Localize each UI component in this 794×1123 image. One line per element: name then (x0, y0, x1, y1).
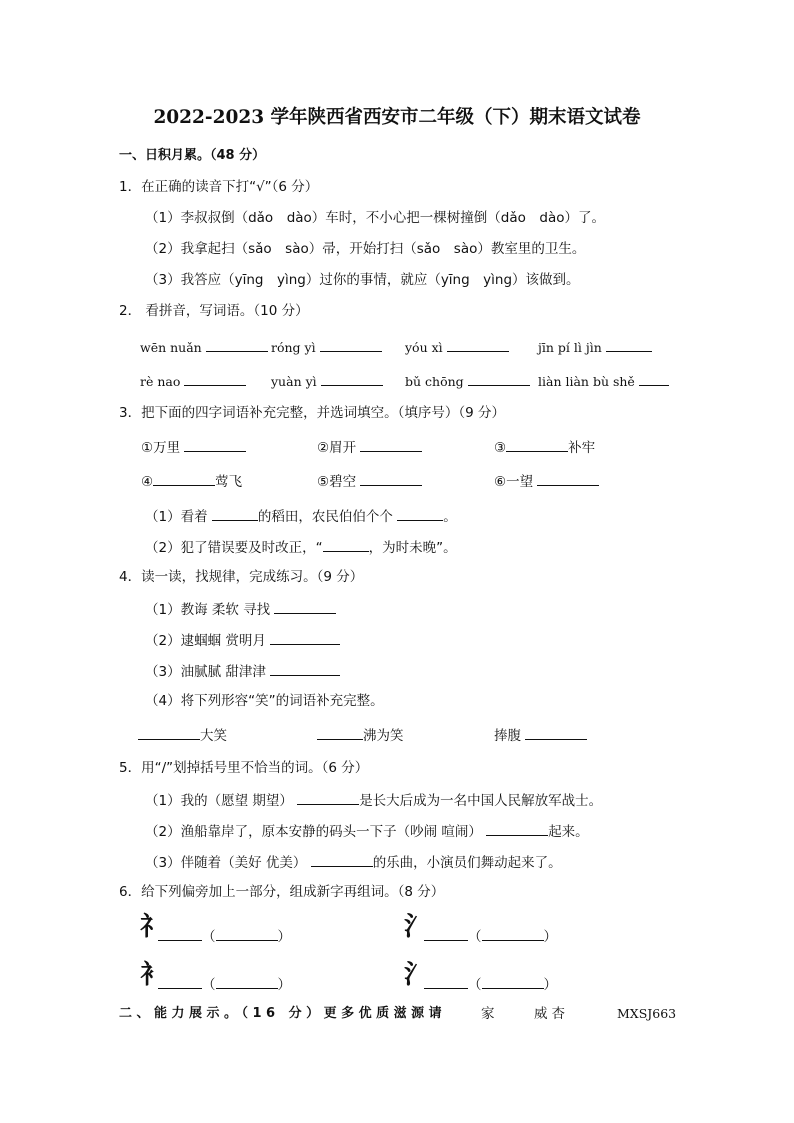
q4-stem: 4．读一读，找规律，完成练习。（9 分） (119, 569, 364, 585)
q1-stem: 1．在正确的读音下打“√”（6 分） (119, 179, 319, 195)
q2-pinyin-3: yóu xì (405, 337, 509, 357)
q3-idiom-6: ⑥一望 (494, 471, 599, 491)
section2-code: MXSJ663 (617, 1006, 677, 1021)
q2-pinyin-2: róng yì (271, 337, 382, 357)
q2-stem: 2． 看拼音，写词语。（10 分） (119, 303, 309, 319)
q1-item-2: （2）我拿起扫（sǎo sào）帚，开始打扫（sǎo sào）教室里的卫生。 (145, 241, 586, 257)
q4-laugh-2: 沸为笑 (317, 725, 404, 745)
radical-yi: 衤 (140, 960, 167, 990)
q3-idiom-2: ②眉开 (317, 437, 422, 457)
q5-stem: 5．用“/”划掉括号里不恰当的词。（6 分） (119, 760, 369, 776)
page-title: 2022-2023 学年陕西省西安市二年级（下）期末语文试卷 (153, 107, 641, 128)
radical-shui-1: 氵 (404, 912, 431, 942)
q4-laugh-3: 捧腹 (494, 725, 587, 745)
radical-shui-2: 氵 (404, 960, 431, 990)
q2-pinyin-6: yuàn yì (271, 371, 383, 391)
q3-item-2: （2）犯了错误要及时改正，“ ，为时未晚”。 (145, 537, 457, 557)
q3-idiom-4: ④ 莺飞 (141, 471, 242, 491)
q2-pinyin-5: rè nao (140, 371, 246, 391)
radical-shi: 礻 (140, 912, 167, 942)
q6-blank-2: （ ） (424, 926, 557, 946)
q3-idiom-5: ⑤碧空 (317, 471, 422, 491)
q6-blank-3: （ ） (158, 974, 291, 994)
q4-item-3: （3）油腻腻 甜津津 (145, 661, 340, 681)
section2-tail-2: 威杏 (534, 1006, 569, 1022)
q4-item-4: （4）将下列形容“笑”的词语补充完整。 (145, 693, 384, 709)
q1-item-3: （3）我答应（yīng yìng）过你的事情，就应（yīng yìng）该做到。 (145, 272, 580, 288)
q1-item-1: （1）李叔叔倒（dǎo dào）车时，不小心把一棵树撞倒（dǎo dào）了。 (145, 210, 605, 226)
q5-item-1: （1）我的（愿望 期望） 是长大后成为一名中国人民解放军战士。 (145, 790, 602, 810)
q2-pinyin-1: wēn nuǎn (140, 337, 268, 357)
section1-heading: 一、日积月累。（48 分） (119, 148, 266, 163)
q4-laugh-1: 大笑 (138, 725, 227, 745)
q6-blank-4: （ ） (424, 974, 557, 994)
q5-item-3: （3）伴随着（美好 优美） 的乐曲，小演员们舞动起来了。 (145, 852, 562, 872)
q4-item-1: （1）教诲 柔软 寻找 (145, 599, 336, 619)
q6-blank-1: （ ） (158, 926, 291, 946)
q6-stem: 6．给下列偏旁加上一部分，组成新字再组词。（8 分） (119, 884, 445, 900)
section2-tail-1: 家 (481, 1006, 495, 1022)
section2-heading: 二、能力展示。（16 分）更多优质滋源请 (119, 1006, 447, 1021)
q3-idiom-3: ③ 补牢 (494, 437, 595, 457)
q2-pinyin-8: liàn liàn bù shě (538, 371, 669, 391)
q4-item-2: （2）逮蝈蝈 赏明月 (145, 630, 340, 650)
q3-idiom-1: ①万里 (141, 437, 246, 457)
q3-item-1: （1）看着 的稻田，农民伯伯个个 。 (145, 506, 457, 526)
q3-stem: 3．把下面的四字词语补充完整，并选词填空。（填序号）（9 分） (119, 405, 505, 421)
q5-item-2: （2）渔船靠岸了，原本安静的码头一下子（吵闹 喧闹） 起来。 (145, 821, 589, 841)
q2-pinyin-7: bǔ chōng (405, 371, 530, 391)
q2-pinyin-4: jīn pí lì jìn (538, 337, 652, 357)
